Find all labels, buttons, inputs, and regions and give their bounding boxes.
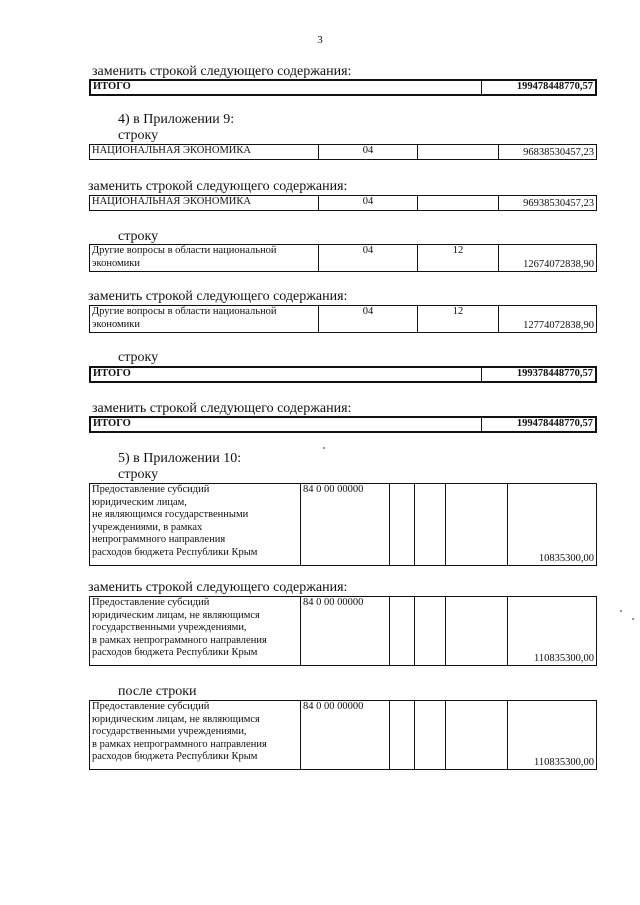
total-table-new-1 [89,79,597,96]
replace-heading: заменить строкой следующего содержания: [88,580,348,595]
total-label: ИТОГО [90,80,482,95]
subsidy-line: юридическим лицам, [92,496,187,508]
subsidy-line: Предоставление субсидий [92,484,210,495]
subsidy-line: не являющимся государственными [92,509,249,520]
empty-cell [390,484,415,566]
empty-cell [446,597,508,666]
subsidy-line: расходов бюджета Республики Крым [92,751,258,762]
replace-heading: заменить строкой следующего содержания: [92,401,352,416]
subsidy-line: юридическим лицам, не являющимся [92,609,260,621]
subsidy-line: непрограммного направления [92,534,226,545]
subsidy-line: государственными учреждениями, [92,622,247,633]
subsidy-value: 110835300,00 [508,597,597,666]
other-econ-subsection: 12 [418,245,499,272]
other-econ-label-line2: экономики [92,318,140,330]
page-number: 3 [317,34,323,46]
other-econ-value: 12774072838,90 [499,306,597,333]
total-label: ИТОГО [90,417,482,432]
nat-econ-value: 96838530457,23 [499,145,597,160]
subsidy-line: государственными учреждениями, [92,726,247,737]
subsidy-line: расходов бюджета Республики Крым [92,546,258,558]
total-table-new-2 [89,416,597,433]
scan-speck [323,447,325,449]
subsidy-code: 84 0 00 00000 [301,484,390,566]
subsidy-table-new [89,596,597,666]
replace-heading: заменить строкой следующего содержания: [92,64,352,79]
empty-cell [415,484,446,566]
subsidy-line: Предоставление субсидий [92,597,210,608]
replace-heading: заменить строкой следующего содержания: [88,179,348,194]
total-table-old [89,366,597,383]
row-heading: строку [118,229,159,244]
nat-econ-value: 96938530457,23 [499,196,597,211]
row-heading: строку [118,128,159,143]
empty-cell [446,484,508,566]
nat-econ-section: 04 [319,145,418,160]
other-econ-section: 04 [319,245,418,272]
other-econ-label-line2: экономики [92,257,140,269]
empty-cell [415,701,446,770]
total-value: 199378448770,57 [482,367,597,382]
other-econ-table-new [89,305,597,333]
nat-econ-table-new [89,195,597,211]
subsidy-label [90,701,301,770]
total-value: 199478448770,57 [482,80,597,95]
subsidy-line: юридическим лицам, не являющимся [92,713,260,725]
other-econ-section: 04 [319,306,418,333]
nat-econ-label: НАЦИОНАЛЬНАЯ ЭКОНОМИКА [90,145,319,160]
item5-heading: 5) в Приложении 10: [118,451,242,466]
nat-econ-table-old [89,144,597,160]
total-value: 199478448770,57 [482,417,597,432]
other-econ-label-line1: Другие вопросы в области национальной [92,245,277,256]
replace-heading: заменить строкой следующего содержания: [88,289,348,304]
subsidy-line: в рамках непрограммного направления [92,738,267,750]
subsidy-line: Предоставление субсидий [92,701,210,712]
subsidy-code: 84 0 00 00000 [301,701,390,770]
row-heading: строку [118,467,159,482]
other-econ-label [90,306,319,333]
total-label: ИТОГО [90,367,482,382]
scan-speck [632,618,634,620]
nat-econ-subsection [418,145,499,160]
empty-cell [390,597,415,666]
subsidy-line: расходов бюджета Республики Крым [92,647,258,658]
scan-speck [620,610,622,612]
other-econ-subsection: 12 [418,306,499,333]
subsidy-value: 110835300,00 [508,701,597,770]
empty-cell [390,701,415,770]
item4-heading: 4) в Приложении 9: [118,112,235,127]
empty-cell [446,701,508,770]
nat-econ-label: НАЦИОНАЛЬНАЯ ЭКОНОМИКА [90,196,319,211]
other-econ-table-old [89,244,597,272]
other-econ-value: 12674072838,90 [499,245,597,272]
subsidy-label [90,597,301,666]
after-row-heading: после строки [118,684,197,699]
subsidy-table-old [89,483,597,566]
row-heading: строку [118,350,159,365]
subsidy-value: 10835300,00 [508,484,597,566]
empty-cell [415,597,446,666]
other-econ-label-line1: Другие вопросы в области национальной [92,306,277,317]
subsidy-table-after [89,700,597,770]
subsidy-line: учреждениями, в рамках [92,521,203,533]
subsidy-line: в рамках непрограммного направления [92,634,267,646]
subsidy-label [90,484,301,566]
nat-econ-subsection [418,196,499,211]
nat-econ-section: 04 [319,196,418,211]
subsidy-code: 84 0 00 00000 [301,597,390,666]
other-econ-label [90,245,319,272]
